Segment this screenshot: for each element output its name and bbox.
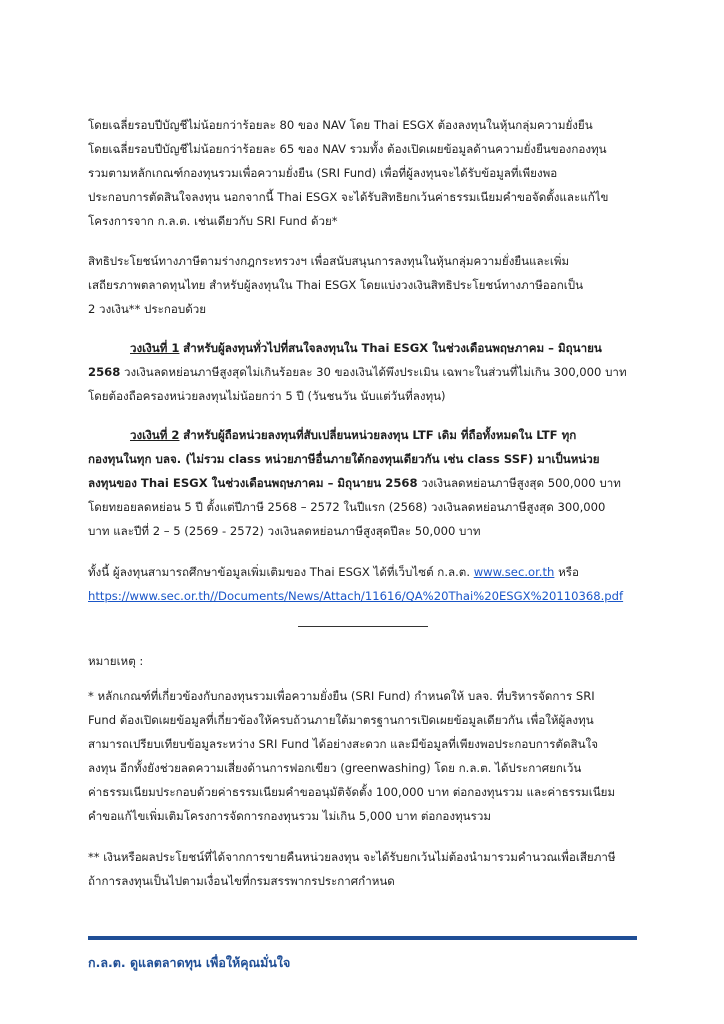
quota-1-title: สำหรับผู้ลงทุนทั่วไปที่สนใจลงทุนใน Thai ESGX ในช่วงเดือนพฤษภาคม – มิถุนายน bbox=[183, 341, 602, 355]
notes-title: หมายเหตุ : bbox=[88, 654, 144, 668]
quota-2-paragraph bbox=[88, 423, 648, 543]
footnote-2 bbox=[88, 845, 648, 893]
footer-divider-bar bbox=[88, 936, 637, 940]
paragraph-line: โดยเฉลี่ยรอบปีบัญชีไม่น้อยกว่าร้อยละ 65 ของ NAV รวมทั้ง ต้องเปิดเผยข้อมูลด้านความยั่งยืนของกองทุน bbox=[88, 142, 607, 156]
quota-1-limit-text: วงเงินลดหย่อนภาษีสูงสุดไม่เกินร้อยละ 30 ของเงินได้พึงประเมิน เฉพาะในส่วนที่ไม่เกิน 300,000 บาท bbox=[123, 365, 627, 379]
paragraph-line bbox=[88, 584, 648, 608]
more-info-paragraph bbox=[88, 560, 648, 608]
or-text: หรือ bbox=[558, 565, 579, 579]
quota-2-period: ลงทุนของ Thai ESGX ในช่วงเดือนพฤษภาคม – มิถุนายน 2568 bbox=[88, 476, 418, 490]
intro-paragraph bbox=[88, 113, 648, 233]
paragraph-line bbox=[88, 560, 648, 584]
footnote-line: ** เงินหรือผลประโยชน์ที่ได้จากการขายคืนหน่วยลงทุน จะได้รับยกเว้นไม่ต้องนำมารวมคำนวณเพื่อเสียภาษี bbox=[88, 850, 616, 864]
sec-website-link[interactable]: www.sec.or.th bbox=[473, 565, 555, 579]
footer-slogan: ก.ล.ต. ดูแลตลาดทุน เพื่อให้คุณมั่นใจ bbox=[88, 955, 291, 970]
paragraph-line: สิทธิประโยชน์ทางภาษีตามร่างกฎกระทรวงฯ เพื่อสนับสนุนการลงทุนในหุ้นกลุ่มความยั่งยืนและเพิ่ม bbox=[88, 254, 570, 268]
footnote-1 bbox=[88, 684, 648, 828]
paragraph-line: ประกอบการตัดสินใจลงทุน นอกจากนี้ Thai ESGX จะได้รับสิทธิยกเว้นค่าธรรมเนียมคำขอจัดตั้งและแก้ไข bbox=[88, 190, 609, 204]
footnote-line: สามารถเปรียบเทียบข้อมูลระหว่าง SRI Fund ได้อย่างสะดวก และมีข้อมูลที่เพียงพอประกอบการตัดสินใจ bbox=[88, 737, 598, 751]
section-divider bbox=[298, 626, 428, 627]
quota-2-title: สำหรับผู้ถือหน่วยลงทุนที่สับเปลี่ยนหน่วยลงทุน LTF เดิม ที่ถือทั้งหมดใน LTF ทุก bbox=[183, 428, 577, 442]
footnote-line: Fund ต้องเปิดเผยข้อมูลที่เกี่ยวข้องให้ครบถ้วนภายใต้มาตรฐานการเปิดเผยข้อมูลเดียวกัน เพื่อให้ผู้ลงทุน bbox=[88, 713, 594, 727]
quota-2-limit-text: วงเงินลดหย่อนภาษีสูงสุด 500,000 บาท bbox=[421, 476, 621, 490]
footnote-line: * หลักเกณฑ์ที่เกี่ยวข้องกับกองทุนรวมเพื่อความยั่งยืน (SRI Fund) กำหนดให้ บลจ. ที่บริหารจัดการ SRI bbox=[88, 689, 595, 703]
paragraph-line: รวมตามหลักเกณฑ์กองทุนรวมเพื่อความยั่งยืน (SRI Fund) เพื่อที่ผู้ลงทุนจะได้รับข้อมูลที่เพียงพอ bbox=[88, 166, 558, 180]
paragraph-line: โดยเฉลี่ยรอบปีบัญชีไม่น้อยกว่าร้อยละ 80 ของ NAV โดย Thai ESGX ต้องลงทุนในหุ้นกลุ่มความยั่งยืน bbox=[88, 118, 593, 132]
paragraph-line bbox=[88, 423, 648, 447]
more-info-text: ทั้งนี้ ผู้ลงทุนสามารถศึกษาข้อมูลเพิ่มเติมของ Thai ESGX ได้ที่เว็บไซต์ ก.ล.ต. bbox=[88, 565, 471, 579]
paragraph-line: โครงการจาก ก.ล.ต. เช่นเดียวกับ SRI Fund ด้วย* bbox=[88, 214, 338, 228]
paragraph-line bbox=[88, 471, 648, 495]
quota-2-heading: วงเงินที่ 2 bbox=[130, 428, 180, 442]
tax-benefit-paragraph bbox=[88, 249, 648, 321]
paragraph-line: 2 วงเงิน** ประกอบด้วย bbox=[88, 302, 207, 316]
footnote-line: ลงทุน อีกทั้งยังช่วยลดความเสี่ยงด้านการฟอกเขียว (greenwashing) โดย ก.ล.ต. ได้ประกาศยกเว้น bbox=[88, 761, 582, 775]
paragraph-line bbox=[88, 336, 648, 360]
quota-1-paragraph bbox=[88, 336, 648, 408]
paragraph-line: โดยต้องถือครองหน่วยลงทุนไม่น้อยกว่า 5 ปี (วันชนวัน นับแต่วันที่ลงทุน) bbox=[88, 389, 446, 403]
footnote-line: ค่าธรรมเนียมประกอบด้วยค่าธรรมเนียมคำขออนุมัติจัดตั้ง 100,000 บาท ต่อกองทุนรวม และค่าธรรมเนียม bbox=[88, 785, 616, 799]
quota-1-year: 2568 bbox=[88, 365, 121, 379]
paragraph-line: เสถียรภาพตลาดทุนไทย สำหรับผู้ลงทุนใน Thai ESGX โดยแบ่งวงเงินสิทธิประโยชน์ทางภาษีออกเป็น bbox=[88, 278, 584, 292]
paragraph-line: บาท และปีที่ 2 – 5 (2569 - 2572) วงเงินลดหย่อนภาษีสูงสุดปีละ 50,000 บาท bbox=[88, 524, 481, 538]
qa-document-link[interactable]: https://www.sec.or.th//Documents/News/Attach/11616/QA%20Thai%20ESGX%20110368.pdf bbox=[88, 589, 624, 603]
footnote-line: คำขอแก้ไขเพิ่มเติมโครงการจัดการกองทุนรวม ไม่เกิน 5,000 บาท ต่อกองทุนรวม bbox=[88, 809, 491, 823]
footnote-line: ถ้าการลงทุนเป็นไปตามเงื่อนไขที่กรมสรรพากรประกาศกำหนด bbox=[88, 874, 395, 888]
paragraph-line: กองทุนในทุก บลจ. (ไม่รวม class หน่วยภาษีอื่นภายใต้กองทุนเดียวกัน เช่น class SSF) มาเป็นหน่วย bbox=[88, 452, 600, 466]
paragraph-line: โดยทยอยลดหย่อน 5 ปี ตั้งแต่ปีภาษี 2568 – 2572 ในปีแรก (2568) วงเงินลดหย่อนภาษีสูงสุด 300,000 bbox=[88, 500, 606, 514]
paragraph-line bbox=[88, 360, 648, 384]
quota-1-heading: วงเงินที่ 1 bbox=[130, 341, 180, 355]
